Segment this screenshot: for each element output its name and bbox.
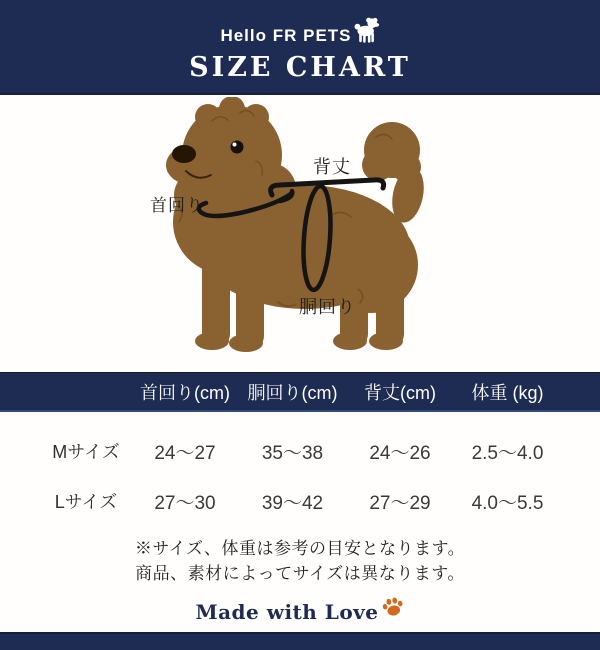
brand-name: Hello FR PETS bbox=[220, 25, 352, 45]
header-bar bbox=[0, 0, 600, 95]
l-neck-value: 27〜30 bbox=[154, 492, 216, 514]
dog-silhouette-icon bbox=[354, 17, 380, 50]
footer-tagline bbox=[0, 599, 600, 624]
dog-measurement-diagram bbox=[0, 95, 600, 372]
row-label-l: Lサイズ bbox=[54, 492, 118, 512]
note-line-1: ※サイズ、体重は参考の目安となります。 bbox=[134, 539, 466, 558]
back-length-label: 背丈 bbox=[313, 157, 351, 177]
size-disclaimer-note bbox=[0, 537, 600, 586]
table-row-l-size bbox=[0, 476, 600, 526]
column-header-girth: 胴回り(cm) bbox=[247, 382, 338, 403]
paw-icon bbox=[380, 595, 407, 624]
l-girth-value: 39〜42 bbox=[261, 492, 324, 514]
m-weight-value: 2.5〜4.0 bbox=[471, 442, 544, 464]
made-with-love-text: Made with Love bbox=[195, 599, 379, 624]
l-weight-value: 4.0〜5.5 bbox=[471, 492, 544, 514]
bottom-accent-bar bbox=[0, 632, 600, 650]
size-table-header bbox=[0, 372, 600, 412]
page-title: SIZE CHART bbox=[189, 51, 411, 83]
m-girth-value: 35〜38 bbox=[261, 442, 324, 464]
column-header-back: 背丈(cm) bbox=[364, 382, 436, 403]
m-back-value: 24〜26 bbox=[369, 442, 431, 464]
dog-illustration bbox=[120, 97, 480, 372]
row-label-m: Mサイズ bbox=[52, 442, 120, 462]
brand-logo bbox=[220, 13, 379, 46]
column-header-neck: 首回り(cm) bbox=[140, 382, 230, 403]
l-back-value: 27〜29 bbox=[369, 492, 431, 514]
column-header-weight: 体重 (kg) bbox=[471, 382, 544, 403]
m-neck-value: 24〜27 bbox=[154, 442, 216, 464]
neck-girth-label: 首回り bbox=[150, 196, 204, 215]
table-row-m-size bbox=[0, 426, 600, 476]
note-line-2: 商品、素材によってサイズは異なります。 bbox=[135, 563, 465, 583]
body-girth-label: 胴回り bbox=[299, 297, 356, 317]
